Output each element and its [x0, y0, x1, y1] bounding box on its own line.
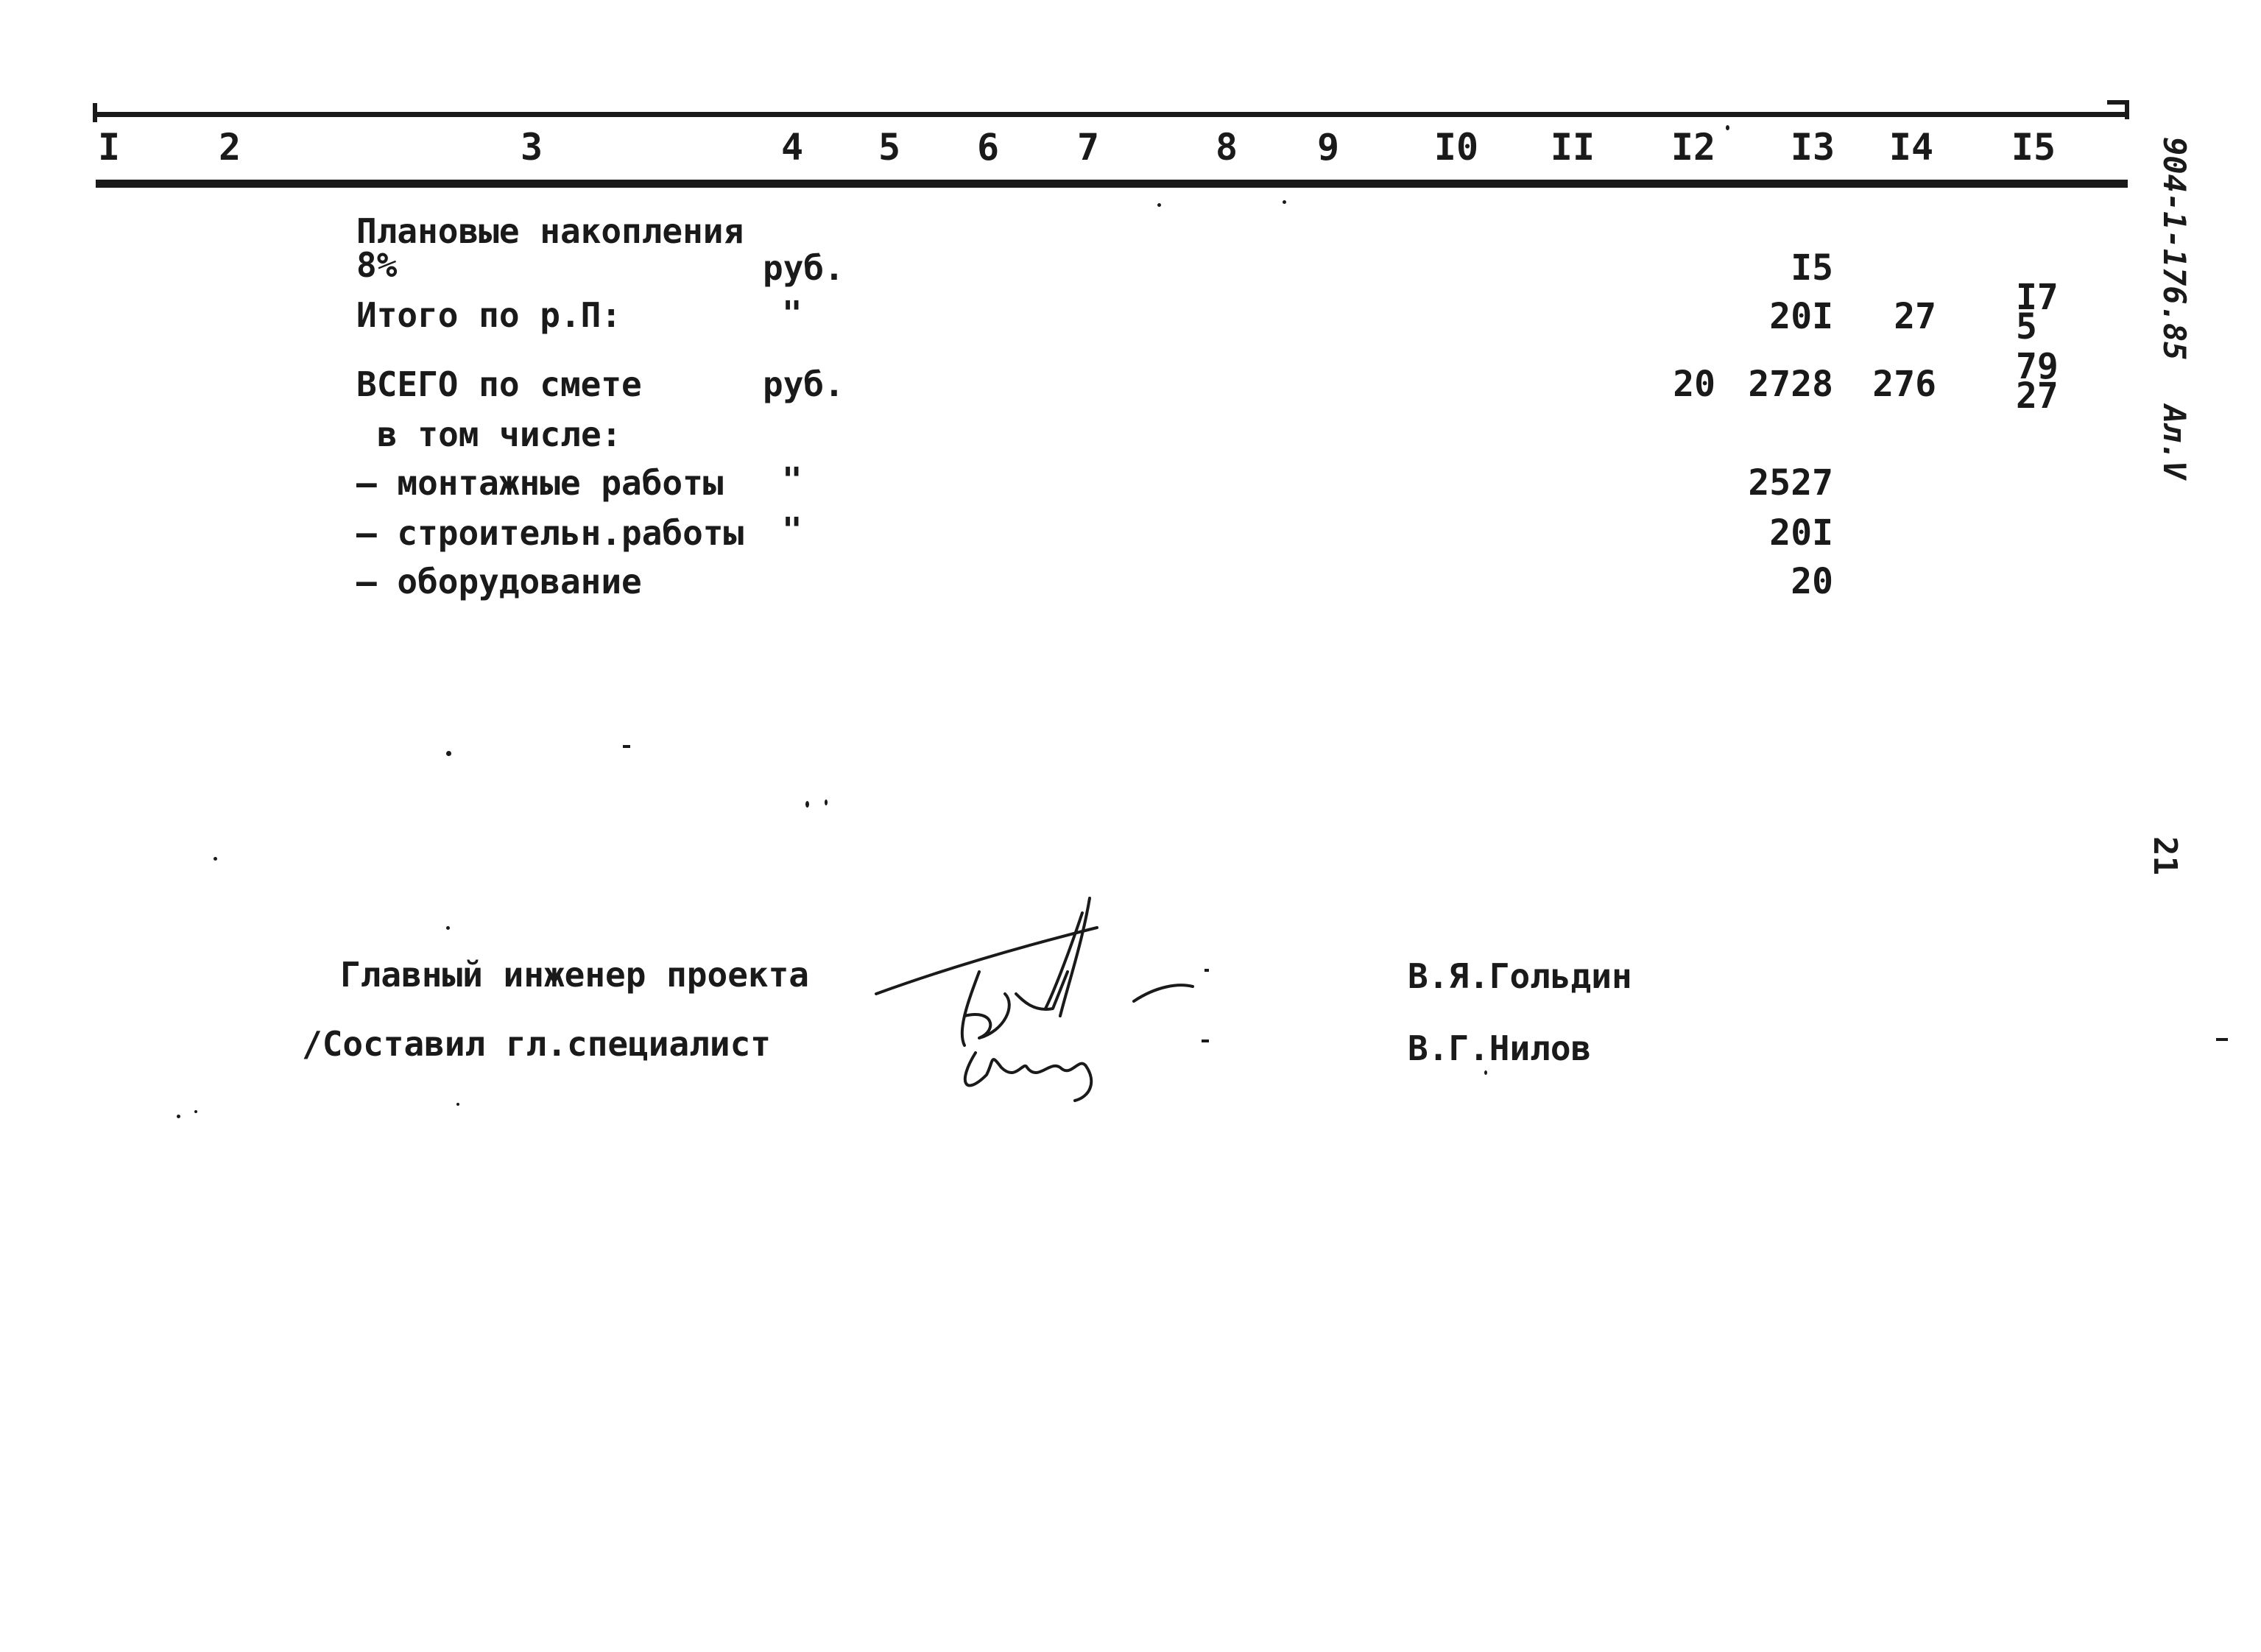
row-grand-total-col15-top: 79	[2016, 346, 2059, 387]
scan-speck	[1157, 203, 1161, 207]
scan-speck	[446, 751, 451, 756]
row-planned-unit: руб.	[763, 248, 844, 288]
row-equipment-col13: 20	[1791, 561, 1833, 602]
row-including-label: в том числе:	[377, 414, 622, 454]
scan-speck	[1202, 1039, 1209, 1042]
column-header-2: 2	[218, 126, 241, 169]
row-grand-total-col14: 276	[1872, 364, 1936, 405]
scan-speck	[1484, 1070, 1487, 1075]
row-montage-label: – монтажные работы	[356, 463, 724, 503]
scan-speck	[194, 1110, 197, 1113]
column-header-10: I0	[1433, 126, 1479, 169]
row-montage-unit: "	[782, 460, 803, 500]
column-header-14: I4	[1888, 126, 1934, 169]
row-planned-col13: I5	[1791, 247, 1833, 289]
scan-speck	[1726, 125, 1729, 130]
row-total-p2-label: Итого по р.П:	[356, 295, 622, 335]
page-number: 21	[2146, 836, 2184, 875]
side-document-code: 904-1-176.85	[2156, 137, 2193, 361]
column-header-15: I5	[2011, 126, 2056, 169]
scan-speck	[446, 926, 450, 930]
scan-speck	[177, 1115, 180, 1118]
compiler-title: /Составил гл.специалист	[302, 1024, 771, 1064]
row-total-p2-col13: 20I	[1769, 296, 1833, 337]
row-grand-total-col15	[2016, 346, 2059, 417]
row-grand-total-unit: руб.	[763, 364, 844, 404]
row-grand-total-col12: 20	[1673, 364, 1715, 405]
row-montage-col13: 2527	[1748, 462, 1833, 504]
column-header-12: I2	[1671, 126, 1716, 169]
header-bottom-rule	[96, 180, 2128, 188]
column-header-5: 5	[878, 126, 901, 169]
chief-engineer-name: В.Я.Гольдин	[1408, 956, 1632, 996]
scan-speck	[805, 801, 809, 808]
column-header-1: I	[97, 126, 121, 169]
scan-speck	[1283, 200, 1286, 204]
column-header-7: 7	[1076, 126, 1100, 169]
row-grand-total-col15-bottom: 27	[2016, 375, 2059, 417]
row-total-p2-col15-top: I7	[2016, 277, 2059, 318]
table-corner-right-tick	[2125, 100, 2129, 119]
row-construction-col13: 20I	[1769, 512, 1833, 554]
row-total-p2-col15	[2016, 277, 2059, 347]
row-total-p2-col14: 27	[1894, 296, 1936, 337]
column-header-11: II	[1550, 126, 1595, 169]
column-header-8: 8	[1215, 126, 1238, 169]
side-album-label: Ал.V	[2156, 405, 2193, 480]
column-header-9: 9	[1316, 126, 1340, 169]
scan-speck	[214, 857, 217, 861]
scan-speck	[1204, 969, 1209, 972]
row-planned-label: Плановые накопления	[356, 211, 744, 251]
column-header-13: I3	[1790, 126, 1835, 169]
column-header-6: 6	[976, 126, 1000, 169]
chief-engineer-title: Главный инженер проекта	[340, 955, 809, 995]
column-header-3: 3	[520, 126, 543, 169]
scan-speck	[2216, 1038, 2228, 1041]
row-planned-percent: 8%	[356, 245, 398, 285]
row-total-p2-unit: "	[782, 294, 803, 333]
row-construction-label: – строительн.работы	[356, 513, 744, 553]
compiler-name: В.Г.Нилов	[1408, 1028, 1592, 1068]
scan-speck	[825, 799, 828, 805]
handwritten-signatures	[869, 883, 1207, 1104]
row-total-p2-col15-bottom: 5	[2016, 306, 2037, 347]
row-equipment-label: – оборудование	[356, 562, 642, 601]
scan-speck	[456, 1103, 459, 1106]
scan-speck	[623, 745, 630, 748]
row-construction-unit: "	[782, 510, 803, 550]
row-grand-total-label: ВСЕГО по смете	[356, 364, 642, 404]
column-header-4: 4	[780, 126, 804, 169]
row-grand-total-col13: 2728	[1748, 364, 1833, 405]
header-top-rule	[96, 112, 2128, 117]
